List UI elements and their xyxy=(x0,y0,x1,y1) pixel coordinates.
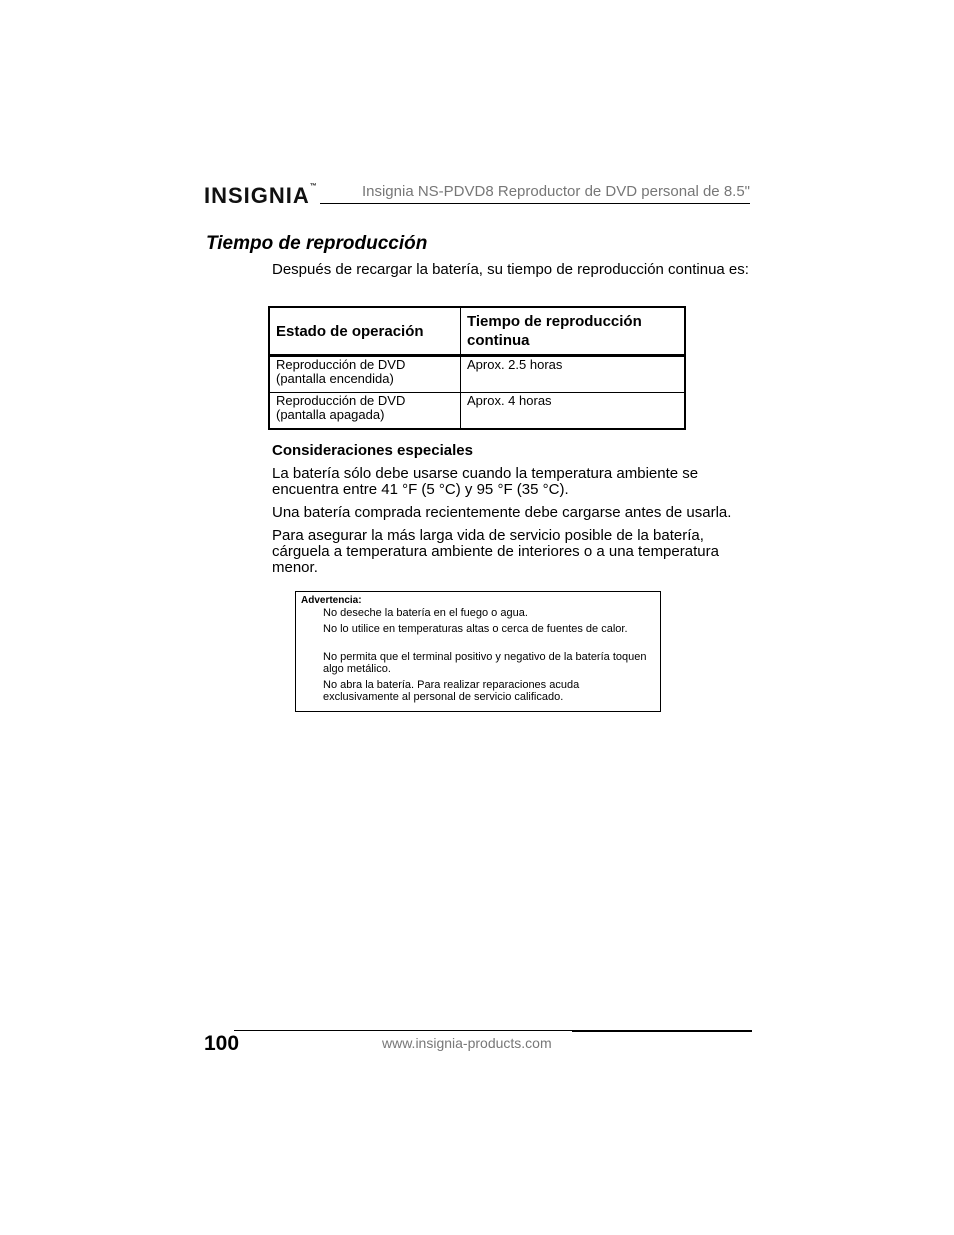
warning-box xyxy=(295,591,661,712)
warning-item: No abra la batería. Para realizar reparaciones acuda exclusivamente al personal de servicio calificado. xyxy=(323,679,580,703)
paragraph: Una batería comprada recientemente debe cargarse antes de usarla. xyxy=(272,504,732,521)
warning-label: Advertencia: xyxy=(301,595,362,606)
header-rule xyxy=(320,203,750,204)
logo-trademark: ™ xyxy=(309,183,317,190)
logo-text: INSIGNIA xyxy=(204,183,310,208)
table-header-cell: Tiempo de reproducción continua xyxy=(461,307,686,356)
paragraph: La batería sólo debe usarse cuando la temperatura ambiente se encuentra entre 41 °F (5 °C) y 95 °F (35 °C). xyxy=(272,465,699,498)
paragraph: Para asegurar la más larga vida de servicio posible de la batería, cárguela a temperatura ambiente de interiores o a una temperatura menor. xyxy=(272,527,719,576)
table-header-row xyxy=(269,307,685,356)
table-cell: Aprox. 2.5 horas xyxy=(461,356,686,393)
header-title: Insignia NS-PDVD8 Reproductor de DVD personal de 8.5" xyxy=(361,183,750,200)
table-row xyxy=(269,393,685,430)
intro-paragraph: Después de recargar la batería, su tiempo de reproducción continua es: xyxy=(272,261,749,278)
table-cell: Reproducción de DVD (pantalla encendida) xyxy=(269,356,461,393)
brand-logo xyxy=(204,183,317,209)
footer-rule-accent xyxy=(572,1030,752,1032)
page-number: 100 xyxy=(204,1032,240,1055)
warning-item: No deseche la batería en el fuego o agua. xyxy=(323,607,528,619)
table-header-cell: Estado de operación xyxy=(269,307,461,356)
footer-url: www.insignia-products.com xyxy=(382,1035,552,1051)
warning-item: No lo utilice en temperaturas altas o cerca de fuentes de calor. xyxy=(323,623,628,635)
table-row xyxy=(269,356,685,393)
section-title: Tiempo de reproducción xyxy=(206,233,428,254)
warning-item: No permita que el terminal positivo y negativo de la batería toquen algo metálico. xyxy=(323,651,647,675)
table-cell: Reproducción de DVD (pantalla apagada) xyxy=(269,393,461,430)
runtime-table xyxy=(268,306,686,430)
table-cell: Aprox. 4 horas xyxy=(461,393,686,430)
considerations-heading: Consideraciones especiales xyxy=(272,442,473,459)
